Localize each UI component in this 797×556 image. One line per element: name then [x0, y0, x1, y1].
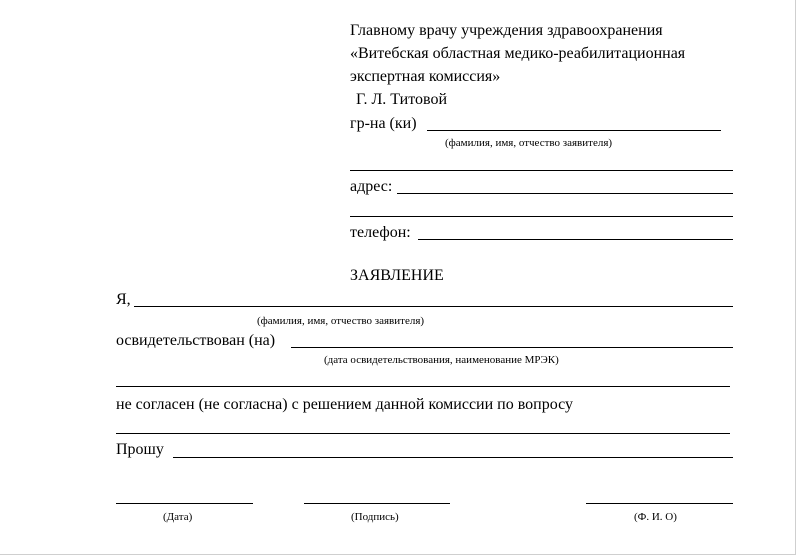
phone-label: телефон: — [350, 224, 411, 241]
header-line-3: экспертная комиссия» — [350, 68, 501, 85]
citizen-name-field[interactable] — [427, 130, 721, 131]
address-label: адрес: — [350, 178, 393, 195]
examination-hint: (дата освидетельствования, наименование МРЭК) — [324, 354, 559, 366]
address-field-2[interactable] — [350, 216, 733, 217]
citizen-name-field-2[interactable] — [350, 170, 733, 171]
header-line-4: Г. Л. Титовой — [356, 91, 448, 108]
full-name-field[interactable] — [586, 503, 733, 504]
date-field[interactable] — [116, 503, 253, 504]
signature-label: (Подпись) — [351, 511, 399, 523]
applicant-name-hint: (фамилия, имя, отчество заявителя) — [257, 315, 425, 327]
question-field[interactable] — [116, 433, 730, 434]
applicant-name-field[interactable] — [134, 306, 733, 307]
disagree-text: не согласен (не согласна) с решением данной комиссии по вопросу — [116, 396, 574, 413]
date-label: (Дата) — [163, 511, 193, 523]
header-line-1: Главному врачу учреждения здравоохранения — [350, 22, 663, 39]
examination-field[interactable] — [291, 347, 733, 348]
document-title: ЗАЯВЛЕНИЕ — [350, 267, 444, 284]
request-label: Прошу — [116, 441, 164, 458]
signature-field[interactable] — [304, 503, 450, 504]
citizen-label: гр-на (ки) — [350, 115, 417, 132]
i-label: Я, — [116, 291, 131, 308]
request-field[interactable] — [173, 457, 733, 458]
phone-field[interactable] — [418, 239, 733, 240]
address-field[interactable] — [397, 193, 733, 194]
header-line-2: «Витебская областная медико-реабилитационная — [350, 45, 686, 62]
full-name-label: (Ф. И. О) — [634, 511, 677, 523]
examined-label: освидетельствован (на) — [116, 332, 276, 349]
examination-field-2[interactable] — [116, 386, 730, 387]
citizen-hint: (фамилия, имя, отчество заявителя) — [445, 137, 613, 149]
